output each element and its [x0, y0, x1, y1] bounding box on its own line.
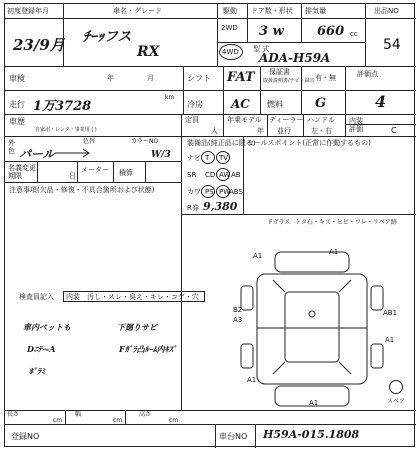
shift-label: シフト: [187, 74, 211, 83]
rule: [125, 410, 126, 424]
rule: [255, 424, 256, 448]
exterior-value: パール: [19, 147, 55, 161]
mileage-label: 走行: [9, 100, 25, 109]
equipment-item-5: PW: [219, 188, 231, 196]
rule: [77, 161, 78, 182]
remark-2: Dﾆﾃｰ-A: [27, 344, 56, 354]
rule: [5, 18, 416, 19]
capacity-unit: 人: [211, 127, 218, 135]
displacement-label: 排気量: [305, 7, 326, 15]
rule: [243, 136, 244, 214]
damage-mark-1: A1: [329, 248, 339, 256]
displacement-value: 660: [317, 24, 345, 39]
fuel-label: 燃料: [267, 100, 283, 109]
first-registration-label: 初度登録年月: [7, 7, 49, 15]
equipment-label-1: SR: [187, 171, 197, 179]
rule: [345, 66, 346, 136]
notes-label: 注意事項(欠品・修復・不具合箇所および状態): [9, 186, 155, 194]
next-year-unit: 年: [257, 127, 264, 135]
score-label: 評価点: [357, 70, 378, 78]
spare-label: スペア: [387, 398, 406, 405]
color-label: 色替: [83, 138, 96, 145]
damage-mark-0: A1: [253, 252, 263, 260]
inspection-label: 車検: [9, 74, 25, 83]
warranty-choice: 有・無: [315, 74, 336, 82]
rule: [5, 90, 416, 91]
rule: [181, 214, 416, 215]
drive-4wd: 4WD: [222, 48, 239, 56]
shift-value: FAT: [227, 70, 255, 85]
equip-mark: [201, 151, 215, 164]
rule: [217, 4, 218, 66]
equipment-item-7: ABS: [229, 188, 243, 196]
interior-value: C: [391, 126, 397, 135]
rule: [217, 42, 365, 43]
equip-mark: [216, 168, 230, 181]
rule: [365, 4, 366, 66]
lot-label: 出品NO: [374, 7, 399, 15]
equipment-item-4: PS: [205, 188, 214, 196]
equipment-label-2: カワ: [187, 188, 201, 196]
equip-mark: [216, 151, 230, 164]
equipment-item-3: AW: [219, 171, 231, 179]
rule: [37, 161, 38, 182]
reg-no-label: 登録NO: [11, 432, 40, 441]
rule: [301, 66, 302, 114]
dealer-sub: 並行: [277, 127, 291, 135]
rule: [247, 4, 248, 42]
remark-0: 車内ペットも: [23, 322, 71, 332]
score-value: 4: [375, 92, 387, 111]
rule: [5, 66, 416, 67]
inspector-label: 検査員記入: [19, 293, 54, 301]
rule: [267, 114, 268, 136]
equip-mark: [216, 185, 230, 198]
remark-4: ﾎﾞﾗﾐ: [29, 366, 45, 376]
dealer-label: ディーラー: [269, 116, 304, 124]
doors-shape-label: ドア数・形状: [251, 7, 293, 15]
rule: [223, 114, 224, 136]
arrow-icon: [55, 148, 95, 158]
car-name: ﾁｰｯフス: [83, 29, 132, 45]
ac-value: AC: [231, 97, 250, 111]
damage-mark-5: A1: [385, 336, 395, 344]
capacity-label: 定員: [185, 116, 199, 124]
chassis-label: 車台NO: [219, 432, 248, 441]
r-ticket-label: R券: [187, 204, 199, 212]
inspector-interior-label: 内装: [66, 293, 80, 301]
rule: [183, 66, 184, 114]
history-sub: 自家用・レンタ・事業用 ( ): [35, 127, 97, 133]
color-no-value: W/3: [151, 150, 171, 160]
height-unit: cm: [169, 417, 179, 424]
chassis-value: H59A-015.1808: [263, 428, 360, 441]
mileage-value: 1万3728: [33, 99, 92, 114]
rule: [260, 66, 261, 114]
width-label: 幅: [75, 411, 82, 418]
handle-label: ハンドル: [307, 116, 335, 124]
drive-label: 駆動: [223, 7, 237, 15]
model-value: ADA-H59A: [259, 51, 331, 65]
length-label: 長さ: [7, 411, 20, 418]
remark-3: Fｶﾞﾗ凸ﾙｰﾑ内ｷｽﾞ: [119, 344, 177, 354]
color-no-label: カラーNO: [131, 138, 159, 145]
width-unit: cm: [113, 417, 123, 424]
r-ticket-value: 9,380: [203, 200, 238, 213]
rule: [5, 114, 416, 115]
rule: [365, 18, 416, 19]
lot-value: 54: [383, 37, 401, 53]
warranty-label: 保証書: [269, 68, 290, 76]
model-label: 型 式: [253, 45, 270, 53]
drive-value: 2WD: [221, 24, 238, 32]
displacement-unit: cc: [350, 30, 358, 38]
interior-label: 内装評価: [349, 117, 363, 133]
rule: [113, 161, 114, 182]
remark-1: 下廻りサビ: [117, 322, 157, 332]
next-year-label: 年乗モデル: [227, 116, 262, 124]
history-label: 車歴: [9, 117, 25, 126]
equipment-label-0: ナビ: [187, 154, 201, 162]
inspector-interior-text: 汚し・スレ・臭え・キレ・コゲ・穴: [87, 293, 199, 301]
equipment-item-6: AB: [231, 171, 241, 179]
rule: [215, 424, 216, 448]
equipment-item-2: CD: [205, 171, 216, 179]
damage-mark-6: A1: [247, 376, 257, 384]
glass-label: Fガラス: [269, 219, 291, 226]
damage-mark-7: A1: [309, 399, 319, 407]
name-grade-label: 車名・グレード: [113, 7, 162, 15]
integrated-label: 積算: [119, 169, 133, 177]
damage-mark-2: B2: [233, 306, 243, 314]
glass-text: トタ石・キズ・ヒビ・ワレ・リペア跡: [295, 219, 397, 226]
name-change-label: 名義変更期限: [8, 164, 36, 180]
height-label: 高さ: [139, 411, 152, 418]
mileage-unit: km: [165, 94, 175, 101]
rule: [181, 114, 182, 410]
spare-tire-icon: [389, 380, 403, 394]
fuel-value: G: [315, 96, 327, 111]
month-label: 月: [147, 74, 154, 82]
equipment-item-0: T: [205, 154, 210, 162]
damage-mark-3: A3: [233, 316, 243, 324]
rule: [301, 4, 302, 42]
warranty-sub: 取扱説明書/ナビ・録音: [263, 78, 315, 84]
handle-sub: 左・右: [311, 127, 332, 135]
sales-point-label: セールスポイント(正常に作動するもの): [247, 139, 371, 147]
year-label: 年: [107, 74, 114, 82]
grade: RX: [137, 44, 160, 60]
equipment-title: 装備品(純正品に限る): [187, 139, 256, 147]
rule: [5, 182, 181, 183]
doors-value: 3 w: [259, 24, 284, 39]
rule: [5, 136, 416, 137]
date-label: 日: [69, 172, 76, 180]
first-registration-value: 23/9月: [13, 36, 65, 54]
auction-sheet: [4, 3, 415, 447]
equipment-item-1: TV: [219, 154, 229, 162]
rule: [145, 161, 146, 182]
rule: [223, 66, 224, 114]
rule: [65, 410, 66, 424]
length-unit: cm: [53, 417, 63, 424]
damage-mark-4: AB1: [383, 309, 398, 317]
ac-label: 冷房: [187, 100, 203, 109]
car-diagram-icon: [237, 244, 387, 414]
equip-mark: [201, 185, 215, 198]
exterior-label: 外色: [8, 139, 15, 155]
meter-label: メーター: [81, 166, 109, 174]
rule: [5, 424, 416, 425]
